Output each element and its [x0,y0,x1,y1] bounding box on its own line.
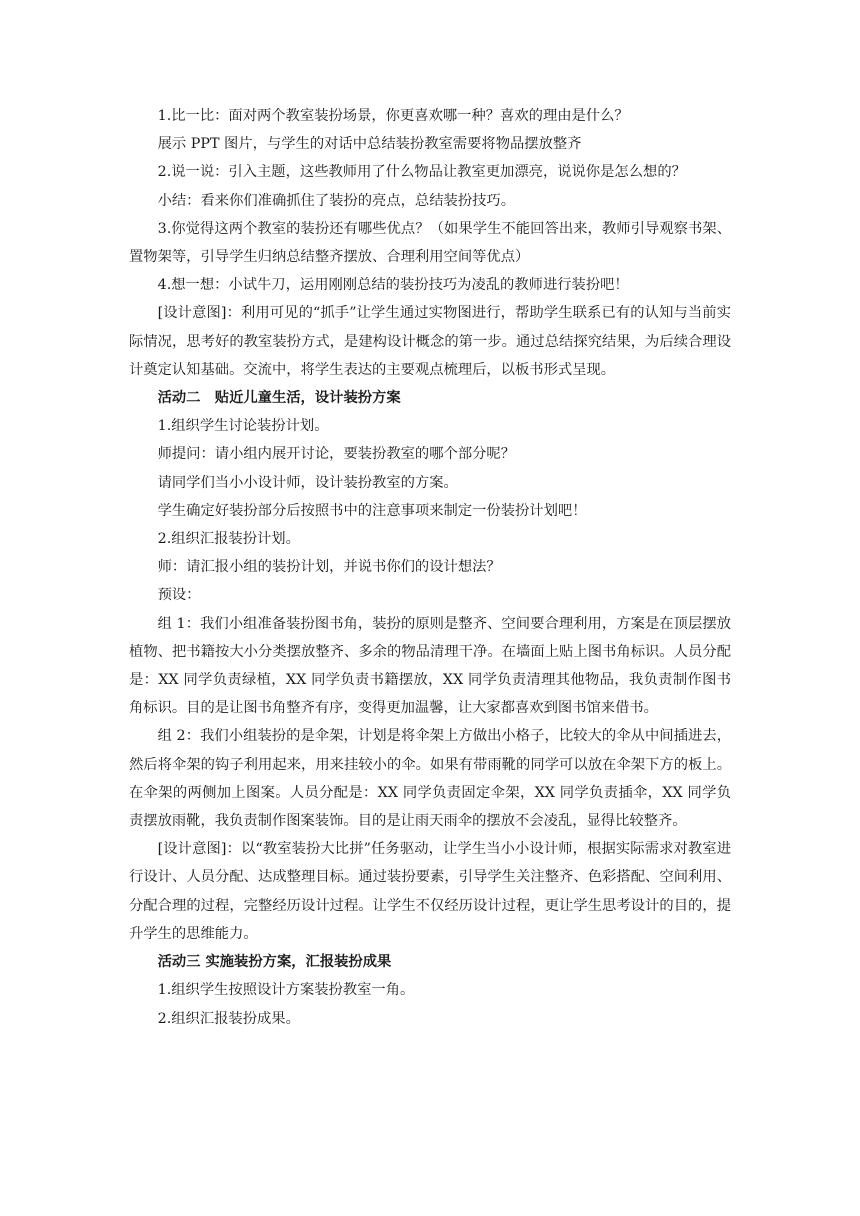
paragraph-summary: 小结：看来你们准确抓住了装扮的亮点，总结装扮技巧。 [157,192,516,209]
paragraph-discuss-plan: 1.组织学生讨论装扮计划。 [157,418,329,435]
paragraph-compare: 1.比一比：面对两个教室装扮场景，你更喜欢哪一种？喜欢的理由是什么？ [157,108,629,124]
paragraph-preset: 预设： [157,587,201,604]
document-body [129,102,731,1033]
paragraph-teacher-question: 师提问：请小组内展开讨论，要装扮教室的哪个部分呢？ [157,446,516,463]
paragraph-little-designer: 请同学们当小小设计师，设计装扮教室的方案。 [157,474,458,491]
paragraph-report-plan: 2.组织汇报装扮计划。 [157,531,300,548]
paragraph-make-plan: 学生确定好装扮部分后按照书中的注意事项来制定一份装扮计划吧！ [157,502,587,519]
paragraph-advantages: 3.你觉得这两个教室的装扮还有哪些优点？（如果学生不能回答出来，教师引导观察书架、置物架等，引导学生归纳总结整齐摆放、合理利用空间等优点） [129,220,731,266]
paragraph-think: 4.想一想：小试牛刀，运用刚刚总结的装扮技巧为凌乱的教师进行装扮吧！ [157,277,629,294]
paragraph-say: 2.说一说：引入主题，这些教师用了什么物品让教室更加漂亮，说说你是怎么想的？ [157,164,686,181]
activity-three-heading: 活动三 实施装扮方案，汇报装扮成果 [157,954,392,971]
activity-two-heading: 活动二 贴近儿童生活，设计装扮方案 [157,390,401,407]
paragraph-design-intent-2: [设计意图]：以“教室装扮大比拼”任务驱动，让学生当小小设计师，根据实际需求对教室进行设计、人员分配、达成整理目标。通过装扮要素，引导学生关注整齐、色彩搭配、空间利用、分配合理的过程，完整经历设计过程。让学生不仅经历设计过程，更让学生思考设计的目的，提升学生的思维能力。 [129,841,731,942]
paragraph-group-1: 组 1：我们小组准备装扮图书角，装扮的原则是整齐、空间要合理利用，方案是在顶层摆放植物、把书籍按大小分类摆放整齐、多余的物品清理干净。在墙面上贴上图书角标识。人员分配是：XX 同学负责绿植，XX 同学负责书籍摆放，XX 同学负责清理其他物品，我负责制作图书角标识。目的是让图书角整齐有序，变得更加温馨，让大家都喜欢到图书馆来借书。 [129,615,731,717]
paragraph-group-2: 组 2：我们小组装扮的是伞架，计划是将伞架上方做出小格子，比较大的伞从中间插进去，然后将伞架的钩子利用起来，用来挂较小的伞。如果有带雨靴的同学可以放在伞架下方的板上。在伞架的两侧加上图案。人员分配是：XX 同学负责固定伞架，XX 同学负责插伞，XX 同学负责摆放雨靴，我负责制作图案装饰。目的是让雨天雨伞的摆放不会凌乱，显得比较整齐。 [129,728,731,830]
paragraph-ppt-display: 展示 PPT 图片，与学生的对话中总结装扮教室需要将物品摆放整齐 [157,136,582,153]
paragraph-report-results: 2.组织汇报装扮成果。 [157,1010,300,1027]
paragraph-implement: 1.组织学生按照设计方案装扮教室一角。 [157,982,415,999]
paragraph-teacher-report: 师：请汇报小组的装扮计划，并说书你们的设计想法？ [157,559,501,576]
paragraph-design-intent-1: [设计意图]：利用可见的“抓手”让学生通过实物图进行，帮助学生联系已有的认知与当前实际情况，思考好的教室装扮方式，是建构设计概念的第一步。通过总结探究结果，为后续合理设计奠定认知基础。交流中，将学生表达的主要观点梳理后，以板书形式呈现。 [129,305,731,378]
